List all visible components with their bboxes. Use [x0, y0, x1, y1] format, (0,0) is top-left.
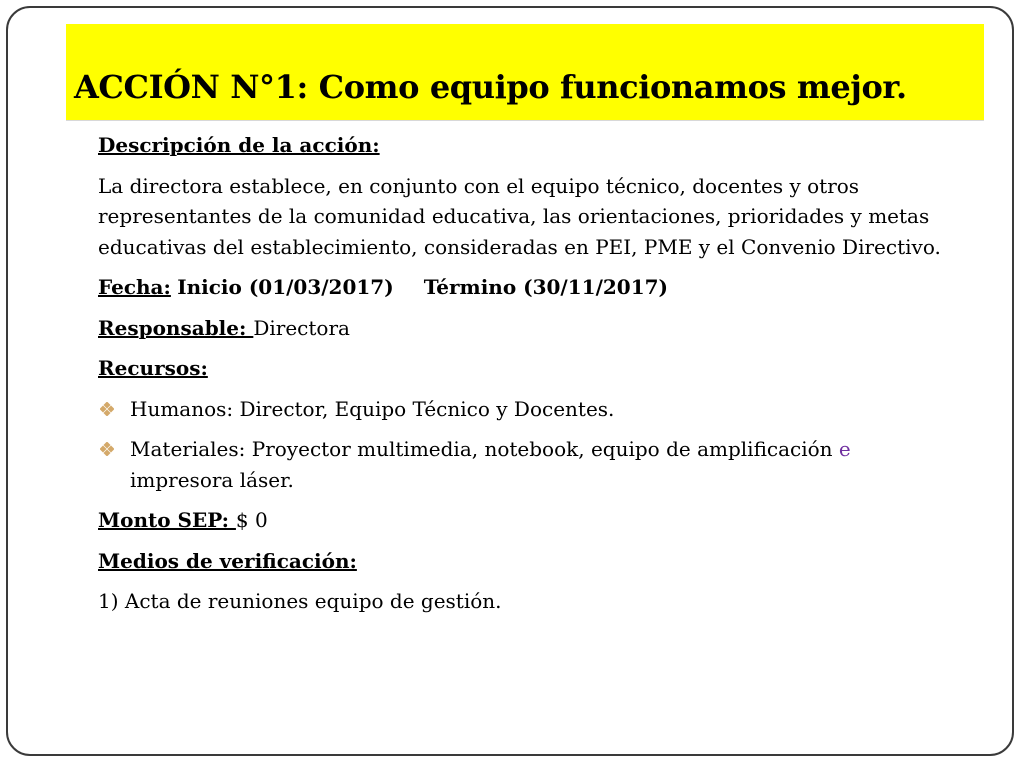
content-body: [98, 130, 958, 627]
recursos-materiales-end: impresora láser.: [130, 467, 294, 492]
medios-label: Medios de verificación:: [98, 548, 357, 573]
accent-letter: e: [838, 437, 851, 461]
list-item: [98, 434, 958, 495]
medios-item: 1) Acta de reuniones equipo de gestión.: [98, 589, 502, 613]
responsable-value: Directora: [253, 315, 350, 340]
page-title: ACCIÓN N°1: Como equipo funcionamos mejor.: [74, 68, 907, 106]
recursos-humanos: Humanos: Director, Equipo Técnico y Docentes.: [130, 396, 615, 421]
list-item: [98, 394, 958, 425]
monto-label: Monto SEP:: [98, 508, 236, 532]
fecha-termino: Término (30/11/2017): [423, 275, 669, 299]
title-band: [66, 24, 984, 120]
diamond-bullet-icon: [100, 402, 114, 416]
monto-line: [98, 505, 958, 536]
fecha-inicio: Inicio (01/03/2017): [177, 275, 394, 299]
fecha-label: Fecha:: [98, 275, 171, 299]
recursos-materiales: Materiales: Proyector multimedia, notebook, equipo de amplificación: [130, 437, 839, 461]
recursos-heading: [98, 353, 958, 384]
medios-heading: [98, 546, 958, 577]
description-heading: [98, 130, 958, 161]
recursos-label: Recursos:: [98, 356, 208, 380]
responsable-label: Responsable:: [98, 315, 254, 340]
description-label: Descripción de la acción:: [98, 133, 380, 157]
responsable-line: [98, 313, 958, 344]
fecha-line: [98, 272, 958, 303]
diamond-bullet-icon: [100, 442, 114, 456]
monto-value: $ 0: [235, 508, 268, 532]
description-text: La directora establece, en conjunto con el equipo técnico, docentes y otros representantes de la comunidad educativa, las orientaciones, prioridades y metas educativas del establecimiento, consideradas en PEI, PME y el Convenio Directivo.: [98, 173, 941, 259]
